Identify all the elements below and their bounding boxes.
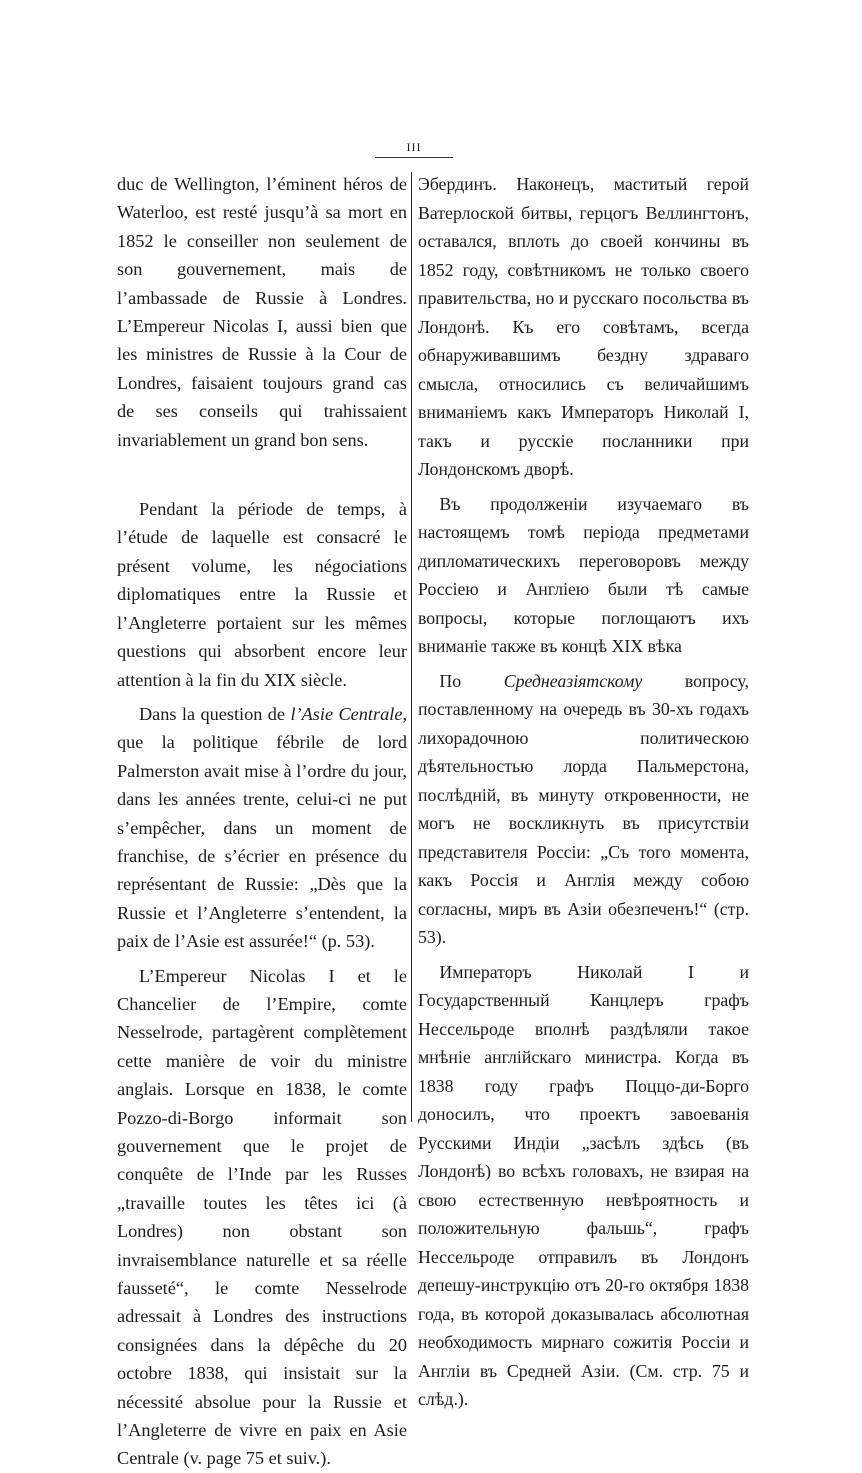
russian-paragraph-2: Въ продолженіи изучаемаго въ настоящемъ томѣ періода предметами дипломатическихъ переговоровъ между Россіею и Англіею были тѣ самые вопросы, которые поглощаютъ ихъ вниманіе также въ концѣ XIX вѣка bbox=[418, 493, 749, 656]
french-asie-centrale-emphasis: l’Asie Centrale bbox=[290, 703, 403, 724]
header-rule bbox=[375, 157, 453, 158]
russian-column bbox=[418, 170, 749, 1414]
page-header bbox=[369, 140, 459, 158]
french-paragraph-3 bbox=[117, 700, 407, 956]
french-paragraph-4: L’Empereur Nicolas I et le Chancelier de l’Empire, comte Nesselrode, partagèrent complètement cette manière de voir du ministre anglais. Lorsque en 1838, le comte Pozzo-di-Borgo informait son gouvernement que le projet de conquête de l’Inde par les Russes „travaille toutes les têtes ici (à Londres) non obstant son invraisemblance naturelle et sa réelle fausseté“, le comte Nesselrode adressait à Londres des instructions consignées dans la dépêche du 20 octobre 1838, qui insistait sur la nécessité absolue pour la Russie et l’Angleterre de vivre en paix en Asie Centrale (v. page 75 et suiv.). bbox=[117, 965, 407, 1469]
russian-paragraph-3-start: По bbox=[439, 670, 504, 691]
russian-paragraph-4: Императоръ Николай I и Государственный Канцлеръ графъ Нессельроде вполнѣ раздѣляли такое мнѣніе англійскаго министра. Когда въ 1838 году графъ Поццо-ди-Борго доносилъ, что проектъ завоеванія Русскими Индіи „засѣлъ здѣсь (въ Лондонѣ) во всѣхъ головахъ, не взирая на свою естественную невѣроятность и положительную фальшь“, графъ Нессельроде отправилъ въ Лондонъ депешу-инструкцію отъ 20-го октября 1838 года, въ которой доказывалась абсолютная необходимость мирнаго сожитія Россіи и Англіи въ Средней Азіи. (См. стр. 75 и слѣд.). bbox=[418, 961, 749, 1409]
page-number: III bbox=[406, 140, 422, 154]
russian-paragraph-3 bbox=[418, 667, 749, 952]
french-paragraph-1: duc de Wellington, l’éminent héros de Waterloo, est resté jusqu’à sa mort en 1852 le conseiller non seulement de son gouvernement, mais de l’ambassade de Russie à Londres. L’Empereur Nicolas I, aussi bien que les ministres de Russie à la Cour de Londres, faisaient toujours grand cas de ses conseils qui trahissaient invariablement un grand bon sens. bbox=[117, 174, 407, 450]
french-paragraph-3-start: Dans la question de bbox=[138, 703, 291, 724]
russian-central-asia-emphasis: Среднеазіятскому bbox=[503, 670, 643, 691]
french-column bbox=[117, 170, 407, 1473]
russian-paragraph-1: Эбердинъ. Наконецъ, маститый герой Ватерлоской битвы, герцогъ Веллингтонъ, оставался, вплоть до своей кончины въ 1852 году, совѣтникомъ не только своего правительства, но и русскаго посольства въ Лондонѣ. Къ его совѣтамъ, всегда обнаруживавшимъ бездну здраваго смысла, относились съ величайшимъ вниманіемъ какъ Императоръ Николай I, такъ и русскіе посланники при Лондонскомъ дворѣ. bbox=[418, 174, 749, 479]
column-divider bbox=[411, 172, 412, 1122]
french-paragraph-2: Pendant la période de temps, à l’étude de laquelle est consacré le présent volume, les négociations diplomatiques entre la Russie et l’Angleterre portaient sur les mêmes questions qui absorbent encore leur attention à la fin du XIX siècle. bbox=[117, 499, 407, 690]
french-paragraph-3-rest: , que la politique fébrile de lord Palmerston avait mise à l’ordre du jour, dans les années trente, celui-ci ne put s’empêcher, dans un moment de franchise, de s’écrier en présence du représentant de Russie: „Dès que la Russie et l’Angleterre s’entendent, la paix de l’Asie est assurée!“ (p. 53). bbox=[117, 703, 408, 952]
russian-paragraph-3-rest: вопросу, поставленному на очередь въ 30-хъ годахъ лихорадочною политическою дѣятельностью лорда Пальмерстона, послѣдній, въ минуту откровенности, не могъ не воскликнуть въ присутствіи представителя Россіи: „Съ того момента, какъ Россія и Англія между собою согласны, миръ въ Азіи обезпеченъ!“ (стр. 53). bbox=[418, 670, 749, 947]
